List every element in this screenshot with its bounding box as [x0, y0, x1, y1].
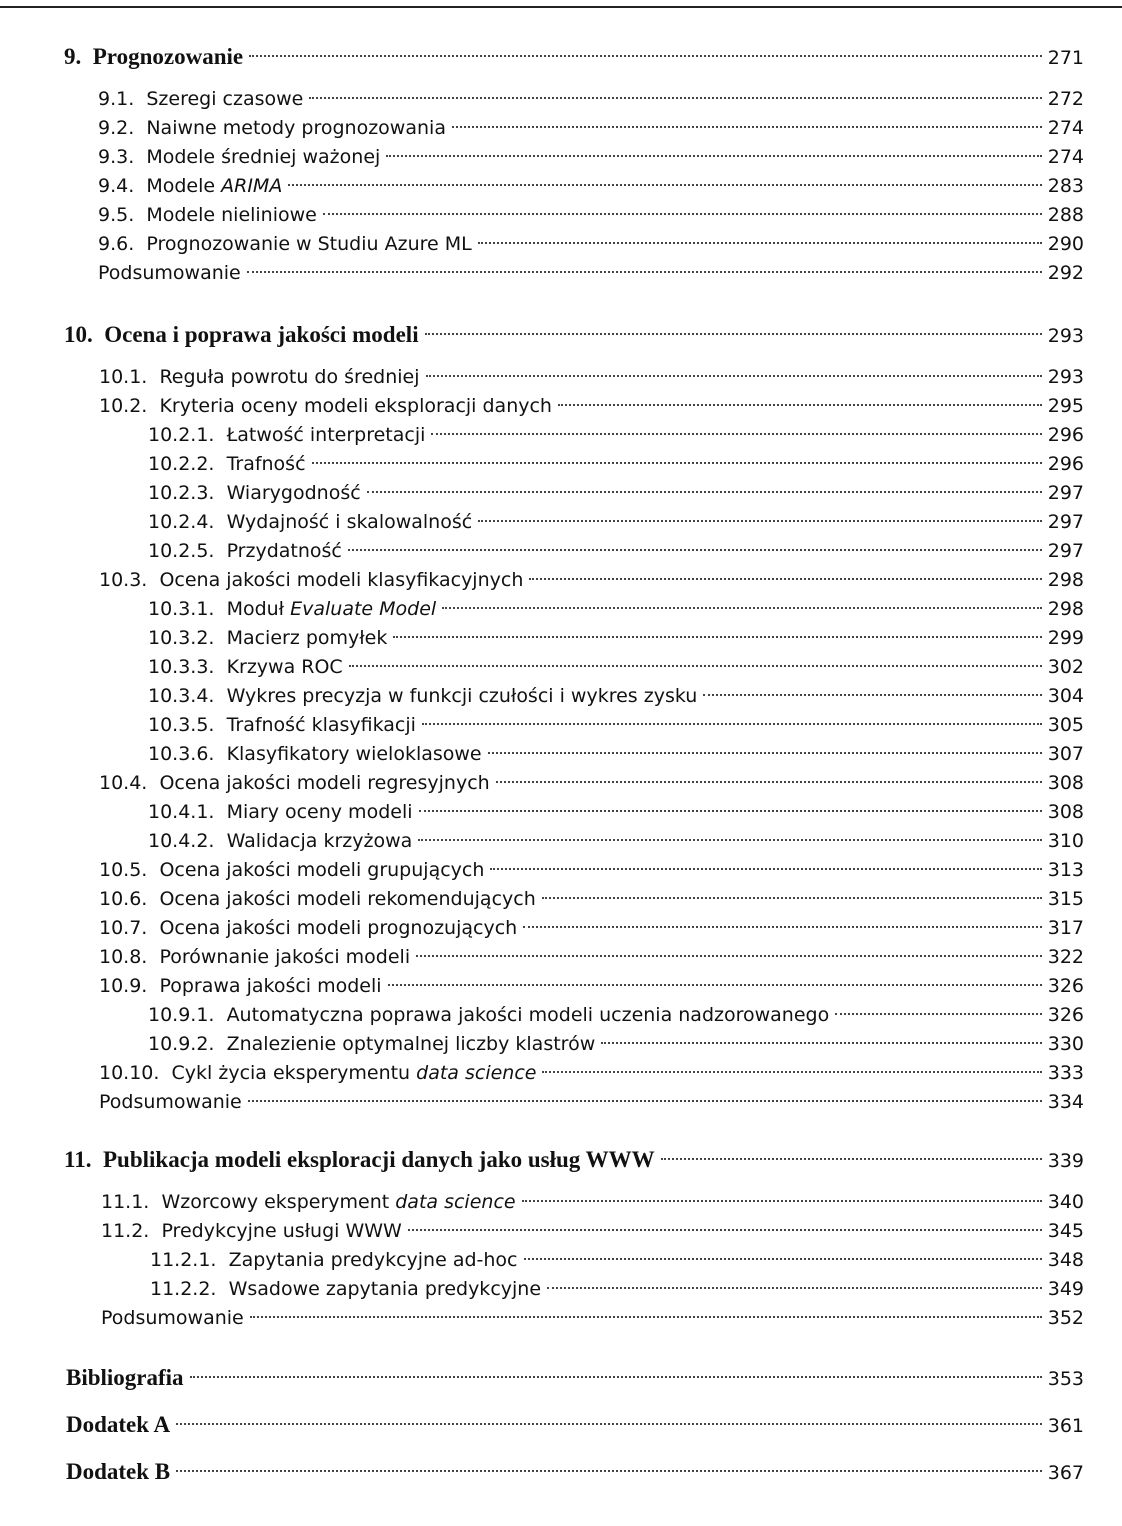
page-number: 274 [1047, 117, 1084, 139]
page-number: 352 [1047, 1307, 1084, 1329]
entry-title-italic: ARIMA [221, 175, 283, 197]
entry-title [227, 1029, 596, 1059]
page-number: 339 [1047, 1150, 1084, 1172]
toc-entry [64, 42, 1084, 72]
entry-title-italic: data science [416, 1062, 537, 1084]
page-number: 353 [1047, 1368, 1084, 1390]
entry-title [146, 142, 380, 172]
entry-title-text: Prognozowanie [92, 44, 244, 69]
entry-title-text: Łatwość interpretacji [226, 424, 426, 446]
entry-title [227, 826, 413, 856]
entry-title-italic: Evaluate Model [290, 598, 437, 620]
entry-title-text: Szeregi czasowe [146, 88, 304, 110]
toc-entry [99, 391, 1084, 421]
entry-title-text: Dodatek B [66, 1459, 171, 1484]
entry-number: 10.3. [99, 569, 160, 591]
toc-entry [101, 1216, 1084, 1246]
entry-title [227, 420, 426, 450]
entry-title [66, 1410, 170, 1440]
toc-entry [98, 142, 1084, 172]
entry-title-text: Moduł [226, 598, 291, 620]
toc-entry [148, 536, 1084, 566]
dot-leader [426, 375, 1042, 377]
toc-entry [148, 478, 1084, 508]
entry-number: 9.3. [98, 146, 147, 168]
entry-title [159, 362, 419, 392]
entry-title [146, 113, 446, 143]
entry-number: 10.3.1. [148, 598, 227, 620]
entry-title [159, 884, 535, 914]
entry-title [227, 478, 361, 508]
dot-leader [323, 213, 1042, 215]
page-number: 298 [1047, 569, 1084, 591]
entry-number: 11.2.2. [150, 1278, 229, 1300]
dot-leader [312, 462, 1042, 464]
entry-number: 9.4. [98, 175, 147, 197]
entry-title-text: Prognozowanie w Studiu Azure ML [146, 233, 472, 255]
entry-title [227, 710, 416, 740]
entry-number: 10.5. [99, 859, 160, 881]
toc-entry [101, 1303, 1084, 1333]
entry-number: 10.3.2. [148, 627, 227, 649]
page-number: 315 [1047, 888, 1084, 910]
page-number: 292 [1047, 262, 1084, 284]
entry-title [146, 171, 282, 201]
entry-number: 9.1. [98, 88, 147, 110]
dot-leader [542, 1071, 1041, 1073]
entry-title-text: Porównanie jakości modeli [159, 946, 411, 968]
dot-leader [388, 984, 1042, 986]
dot-leader [431, 433, 1041, 435]
entry-title [146, 200, 317, 230]
entry-title-text: Ocena jakości modeli grupujących [159, 859, 485, 881]
entry-title-text: Znalezienie optymalnej liczby klastrów [226, 1033, 596, 1055]
page-number: 304 [1047, 685, 1084, 707]
toc-entry [98, 229, 1084, 259]
entry-title-text: Modele nieliniowe [146, 204, 317, 226]
entry-title-text: Wykres precyzja w funkcji czułości i wykres zysku [226, 685, 698, 707]
page-number: 310 [1047, 830, 1084, 852]
entry-title-text: Ocena i poprawa jakości modeli [104, 322, 419, 347]
page-number: 298 [1047, 598, 1084, 620]
dot-leader [288, 184, 1041, 186]
entry-number: 10.2.5. [148, 540, 227, 562]
entry-title-text: Predykcyjne usługi WWW [161, 1220, 402, 1242]
entry-number: 9.5. [98, 204, 147, 226]
toc-entry [148, 420, 1084, 450]
entry-number: 10.9. [99, 975, 160, 997]
entry-title [159, 768, 489, 798]
dot-leader [529, 578, 1041, 580]
entry-number: 10.2.1. [148, 424, 227, 446]
entry-title [146, 229, 471, 259]
page-number: 361 [1047, 1415, 1084, 1437]
entry-title [227, 623, 388, 653]
dot-leader [601, 1042, 1041, 1044]
dot-leader [309, 97, 1041, 99]
entry-title-text: Wzorcowy eksperyment [161, 1191, 396, 1213]
page-number: 349 [1047, 1278, 1084, 1300]
dot-leader [367, 491, 1042, 493]
entry-number: 9.2. [98, 117, 147, 139]
entry-title [159, 565, 523, 595]
toc-entry [148, 1029, 1084, 1059]
entry-title-text: Walidacja krzyżowa [226, 830, 413, 852]
page-number: 326 [1047, 1004, 1084, 1026]
entry-title [227, 594, 437, 624]
page-number: 367 [1047, 1462, 1084, 1484]
page-number: 308 [1047, 801, 1084, 823]
entry-title-text: Kryteria oceny modeli eksploracji danych [159, 395, 552, 417]
toc-entry [148, 594, 1084, 624]
entry-number: 10.3.6. [148, 743, 227, 765]
page-number: 293 [1047, 366, 1084, 388]
entry-number: 10.7. [99, 917, 160, 939]
toc-entry [148, 507, 1084, 537]
dot-leader [542, 897, 1042, 899]
entry-number: 10.9.2. [148, 1033, 227, 1055]
toc-entry [99, 913, 1084, 943]
entry-number: 10.3.4. [148, 685, 227, 707]
entry-number: 9.6. [98, 233, 147, 255]
entry-title-text: Cykl życia eksperymentu [171, 1062, 417, 1084]
toc-entry [98, 84, 1084, 114]
entry-title-text: Naiwne metody prognozowania [146, 117, 446, 139]
page-number: 307 [1047, 743, 1084, 765]
entry-number: 10.4. [99, 772, 160, 794]
page-number: 345 [1047, 1220, 1084, 1242]
page-number: 295 [1047, 395, 1084, 417]
entry-title-text: Trafność [226, 453, 306, 475]
dot-leader [442, 607, 1042, 609]
dot-leader [386, 155, 1041, 157]
entry-number: 11. [64, 1147, 103, 1172]
toc-entry [148, 652, 1084, 682]
entry-title [93, 42, 243, 72]
dot-leader [248, 1100, 1042, 1102]
page-number: 297 [1047, 482, 1084, 504]
dot-leader [247, 271, 1042, 273]
entry-title-text: Podsumowanie [99, 1091, 242, 1113]
entry-number: 10.2.2. [148, 453, 227, 475]
toc-entry [148, 623, 1084, 653]
entry-title [146, 84, 303, 114]
page-number: 296 [1047, 453, 1084, 475]
entry-title [172, 1058, 537, 1088]
entry-number: 10.4.1. [148, 801, 227, 823]
entry-title [229, 1274, 541, 1304]
entry-title-text: Automatyczna poprawa jakości modeli uczenia nadzorowanego [226, 1004, 830, 1026]
page-number: 305 [1047, 714, 1084, 736]
dot-leader [558, 404, 1042, 406]
page-number: 288 [1047, 204, 1084, 226]
page-number: 326 [1047, 975, 1084, 997]
entry-title-text: Poprawa jakości modeli [159, 975, 382, 997]
dot-leader [408, 1229, 1042, 1231]
entry-title-text: Ocena jakości modeli rekomendujących [159, 888, 536, 910]
toc-entry [98, 200, 1084, 230]
entry-number: 11.2. [101, 1220, 162, 1242]
dot-leader [393, 636, 1041, 638]
entry-number: 10.4.2. [148, 830, 227, 852]
entry-number: 10.2.3. [148, 482, 227, 504]
page-number: 290 [1047, 233, 1084, 255]
page-number: 297 [1047, 511, 1084, 533]
toc-entry [99, 1058, 1084, 1088]
dot-leader [661, 1158, 1042, 1160]
entry-title [103, 1145, 655, 1175]
toc-entry [148, 449, 1084, 479]
dot-leader [419, 810, 1042, 812]
entry-title-text: Reguła powrotu do średniej [159, 366, 420, 388]
dot-leader [478, 242, 1042, 244]
page-number: 322 [1047, 946, 1084, 968]
entry-title [161, 1187, 515, 1217]
entry-number: 10.2.4. [148, 511, 227, 533]
page-number: 297 [1047, 540, 1084, 562]
toc-entry [148, 797, 1084, 827]
dot-leader [452, 126, 1042, 128]
toc-entry [99, 565, 1084, 595]
entry-title [227, 652, 343, 682]
entry-number: 10.2. [99, 395, 160, 417]
dot-leader [176, 1423, 1042, 1425]
toc-entry [150, 1274, 1084, 1304]
dot-leader [488, 752, 1042, 754]
page-number: 348 [1047, 1249, 1084, 1271]
dot-leader [547, 1287, 1042, 1289]
page-number: 274 [1047, 146, 1084, 168]
entry-title-text: Wydajność i skalowalność [226, 511, 473, 533]
entry-title [98, 258, 241, 288]
page-number: 330 [1047, 1033, 1084, 1055]
entry-title-text: Przydatność [226, 540, 342, 562]
entry-title-text: Podsumowanie [98, 262, 241, 284]
page-number: 313 [1047, 859, 1084, 881]
page-number: 272 [1047, 88, 1084, 110]
entry-title-text: Zapytania predykcyjne ad-hoc [228, 1249, 518, 1271]
entry-number: 11.2.1. [150, 1249, 229, 1271]
toc-entry [101, 1187, 1084, 1217]
entry-number: 10.8. [99, 946, 160, 968]
entry-title [227, 681, 698, 711]
entry-title-text: Bibliografia [66, 1365, 184, 1390]
dot-leader [478, 520, 1042, 522]
page-number: 283 [1047, 175, 1084, 197]
toc-entry [64, 1145, 1084, 1175]
entry-number: 10.3.5. [148, 714, 227, 736]
toc-entry [99, 362, 1084, 392]
entry-title [66, 1457, 170, 1487]
entry-title-text: Modele [146, 175, 222, 197]
entry-title-text: Wsadowe zapytania predykcyjne [228, 1278, 542, 1300]
entry-number: 10.1. [99, 366, 160, 388]
dot-leader [523, 926, 1042, 928]
entry-title-text: Miary oceny modeli [226, 801, 413, 823]
toc-entry [148, 710, 1084, 740]
toc-entry [98, 258, 1084, 288]
dot-leader [524, 1258, 1042, 1260]
entry-title [159, 942, 410, 972]
toc-entry [66, 1363, 1084, 1393]
toc-entry [99, 1087, 1084, 1117]
dot-leader [422, 723, 1042, 725]
entry-title [159, 913, 517, 943]
dot-leader [348, 549, 1042, 551]
toc-entry [148, 681, 1084, 711]
entry-title-text: Klasyfikatory wieloklasowe [226, 743, 482, 765]
entry-title [101, 1303, 244, 1333]
dot-leader [522, 1200, 1042, 1202]
toc-entry [148, 1000, 1084, 1030]
page-number: 302 [1047, 656, 1084, 678]
dot-leader [425, 333, 1042, 335]
entry-title-text: Dodatek A [66, 1412, 171, 1437]
entry-title-text: Krzywa ROC [226, 656, 343, 678]
entry-title-text: Ocena jakości modeli prognozujących [159, 917, 518, 939]
dot-leader [250, 1316, 1042, 1318]
dot-leader [496, 781, 1042, 783]
toc-entry [150, 1245, 1084, 1275]
entry-title-italic: data science [395, 1191, 516, 1213]
toc-entry [148, 826, 1084, 856]
entry-title [227, 739, 482, 769]
page-number: 296 [1047, 424, 1084, 446]
entry-title [99, 1087, 242, 1117]
dot-leader [703, 694, 1041, 696]
entry-number: 10.3.3. [148, 656, 227, 678]
entry-title [159, 391, 552, 421]
dot-leader [176, 1470, 1042, 1472]
entry-title [227, 507, 473, 537]
dot-leader [418, 839, 1041, 841]
entry-number: 10.10. [99, 1062, 172, 1084]
entry-title-text: Ocena jakości modeli klasyfikacyjnych [159, 569, 524, 591]
entry-number: 9. [64, 44, 93, 69]
entry-number: 10.6. [99, 888, 160, 910]
entry-title-text: Modele średniej ważonej [146, 146, 381, 168]
toc-entry [98, 113, 1084, 143]
toc-entry [66, 1457, 1084, 1487]
page-number: 333 [1047, 1062, 1084, 1084]
entry-title [227, 797, 413, 827]
entry-title [159, 971, 381, 1001]
dot-leader [490, 868, 1041, 870]
toc-entry [99, 884, 1084, 914]
entry-number: 10. [64, 322, 105, 347]
entry-title [229, 1245, 518, 1275]
toc-entry [148, 739, 1084, 769]
toc-entry [64, 320, 1084, 350]
entry-title-text: Ocena jakości modeli regresyjnych [159, 772, 490, 794]
entry-title [104, 320, 418, 350]
entry-title [161, 1216, 401, 1246]
dot-leader [416, 955, 1042, 957]
page-number: 340 [1047, 1191, 1084, 1213]
toc-entry [66, 1410, 1084, 1440]
dot-leader [249, 55, 1042, 57]
dot-leader [190, 1376, 1042, 1378]
toc-entry [99, 768, 1084, 798]
page-number: 271 [1047, 47, 1084, 69]
entry-number: 11.1. [101, 1191, 162, 1213]
entry-title-text: Macierz pomyłek [226, 627, 388, 649]
dot-leader [349, 665, 1042, 667]
page-number: 299 [1047, 627, 1084, 649]
entry-title-text: Podsumowanie [101, 1307, 244, 1329]
entry-title-text: Trafność klasyfikacji [226, 714, 416, 736]
toc-entry [99, 971, 1084, 1001]
toc-entry [99, 942, 1084, 972]
toc-entry [98, 171, 1084, 201]
entry-title-text: Wiarygodność [226, 482, 361, 504]
entry-number: 10.9.1. [148, 1004, 227, 1026]
page-number: 308 [1047, 772, 1084, 794]
toc-entry [99, 855, 1084, 885]
entry-title [227, 536, 342, 566]
entry-title-text: Publikacja modeli eksploracji danych jako usług WWW [102, 1147, 655, 1172]
entry-title [227, 449, 306, 479]
entry-title [227, 1000, 830, 1030]
entry-title [66, 1363, 184, 1393]
entry-title [159, 855, 484, 885]
page-number: 293 [1047, 325, 1084, 347]
dot-leader [835, 1013, 1042, 1015]
page-number: 317 [1047, 917, 1084, 939]
page-number: 334 [1047, 1091, 1084, 1113]
